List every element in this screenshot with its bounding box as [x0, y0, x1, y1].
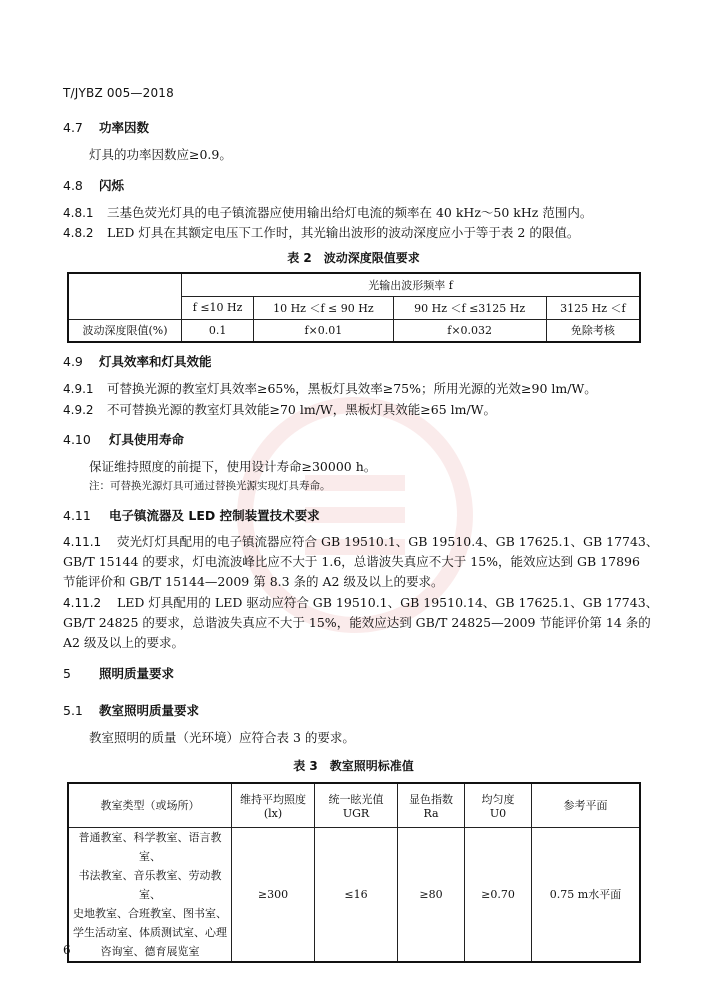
clause-text: LED 灯具配用的 LED 驱动应符合 GB 19510.1、GB 19510.14、GB 17625.1、GB 17743、 — [117, 595, 659, 610]
section-title: 教室照明质量要求 — [99, 703, 200, 718]
section-5-heading — [63, 664, 647, 684]
group-header: 光输出波形频率 f — [182, 273, 641, 296]
table-2 — [67, 272, 641, 343]
table-number: 表 2 — [287, 251, 312, 265]
clause-4-9-2 — [63, 400, 647, 420]
table-cell: f×0.01 — [254, 319, 393, 342]
clause-text: 不可替换光源的教室灯具效能≥70 lm/W，黑板灯具效能≥65 lm/W。 — [107, 402, 497, 417]
column-header: f ≤10 Hz — [182, 296, 254, 319]
section-4-8-heading — [63, 176, 647, 196]
section-number: 4.10 — [63, 432, 91, 447]
clause-number: 4.11.2 — [63, 596, 102, 610]
column-header: 维持平均照度 (lx) — [232, 783, 315, 827]
clause-number: 4.9.2 — [63, 403, 94, 417]
section-title: 功率因数 — [99, 120, 150, 135]
table-title: 教室照明标准值 — [329, 759, 414, 773]
section-number: 4.8 — [63, 178, 83, 193]
table-3 — [67, 782, 641, 963]
clause-number: 4.8.2 — [63, 226, 94, 240]
clause-text: 可替换光源的教室灯具效率≥65%，黑板灯具效率≥75%；所用光源的光效≥90 lm/W。 — [107, 381, 597, 396]
clause-text: LED 灯具在其额定电压下工作时，其光输出波形的波动深度应小于等于表 2 的限值。 — [107, 225, 580, 240]
section-title: 闪烁 — [99, 178, 125, 193]
section-title: 电子镇流器及 LED 控制装置技术要求 — [109, 508, 320, 523]
section-title: 灯具使用寿命 — [109, 432, 185, 447]
section-number: 4.9 — [63, 354, 83, 369]
table-row — [68, 319, 640, 342]
section-title: 照明质量要求 — [99, 666, 175, 681]
clause-number: 4.8.1 — [63, 206, 94, 220]
row-label: 波动深度限值(%) — [68, 319, 182, 342]
section-5-1-heading — [63, 701, 647, 721]
clause-number: 4.9.1 — [63, 382, 94, 396]
section-4-10-heading — [63, 430, 647, 450]
table-2-caption — [0, 249, 707, 266]
table-cell: ≥80 — [398, 827, 465, 962]
section-4-7-heading — [63, 118, 647, 138]
clause-4-8-1 — [63, 203, 647, 223]
table-corner — [68, 273, 182, 319]
table-cell: ≥300 — [232, 827, 315, 962]
table-title: 波动深度限值要求 — [323, 251, 420, 265]
section-number: 5 — [63, 666, 71, 681]
column-header: 参考平面 — [532, 783, 641, 827]
section-4-10-note: 注：可替换光源灯具可通过替换光源实现灯具寿命。 — [89, 480, 331, 492]
column-header: 3125 Hz ＜f — [546, 296, 640, 319]
table-cell: 免除考核 — [546, 319, 640, 342]
clause-4-11-2-line-2: GB/T 24825 的要求，总谐波失真应不大于 15%，能效应达到 GB/T 24825—2009 节能评价第 14 条的 — [63, 615, 651, 630]
table-cell: ≥0.70 — [465, 827, 532, 962]
document-code: T/JYBZ 005—2018 — [63, 86, 174, 100]
table-number: 表 3 — [293, 759, 318, 773]
clause-4-11-1 — [63, 532, 659, 552]
column-header: 90 Hz ＜f ≤3125 Hz — [393, 296, 546, 319]
clause-4-11-2-line-3: A2 级及以上的要求。 — [63, 635, 184, 650]
section-4-11-heading — [63, 506, 647, 526]
table-cell: 0.1 — [182, 319, 254, 342]
section-5-1-body: 教室照明的质量（光环境）应符合表 3 的要求。 — [89, 730, 355, 745]
section-number: 4.7 — [63, 120, 83, 135]
column-header: 10 Hz ＜f ≤ 90 Hz — [254, 296, 393, 319]
column-header: 教室类型（或场所） — [68, 783, 232, 827]
table-row — [68, 827, 640, 962]
section-4-10-body: 保证维持照度的前提下，使用设计寿命≥30000 h。 — [89, 459, 377, 474]
clause-4-9-1 — [63, 379, 647, 399]
table-cell: f×0.032 — [393, 319, 546, 342]
section-number: 4.11 — [63, 508, 91, 523]
section-number: 5.1 — [63, 703, 83, 718]
section-4-9-heading — [63, 352, 647, 372]
row-label: 普通教室、科学教室、语言教室、 书法教室、音乐教室、劳动教室、 史地教室、合班教室、图书室、 学生活动室、体质测试室、心理 咨询室、德育展览室 — [68, 827, 232, 962]
column-header: 显色指数 Ra — [398, 783, 465, 827]
clause-number: 4.11.1 — [63, 535, 102, 549]
table-cell: ≤16 — [315, 827, 398, 962]
table-cell: 0.75 m水平面 — [532, 827, 641, 962]
clause-4-11-1-line-3: 节能评价和 GB/T 15144—2009 第 8.3 条的 A2 级及以上的要求。 — [63, 574, 444, 589]
section-title: 灯具效率和灯具效能 — [99, 354, 212, 369]
section-4-7-body: 灯具的功率因数应≥0.9。 — [89, 147, 232, 162]
table-header-row — [68, 783, 640, 827]
clause-text: 荧光灯灯具配用的电子镇流器应符合 GB 19510.1、GB 19510.4、GB 17625.1、GB 17743、 — [117, 534, 659, 549]
page-number: 6 — [63, 943, 71, 957]
column-header: 均匀度 U0 — [465, 783, 532, 827]
clause-4-8-2 — [63, 223, 647, 243]
clause-4-11-1-line-2: GB/T 15144 的要求，灯电流波峰比应不大于 1.6，总谐波失真应不大于 15%，能效应达到 GB 17896 — [63, 554, 640, 569]
column-header: 统一眩光值 UGR — [315, 783, 398, 827]
table-3-caption — [0, 757, 707, 774]
clause-4-11-2 — [63, 593, 659, 613]
clause-text: 三基色荧光灯具的电子镇流器应使用输出给灯电流的频率在 40 kHz～50 kHz 范围内。 — [107, 205, 593, 220]
